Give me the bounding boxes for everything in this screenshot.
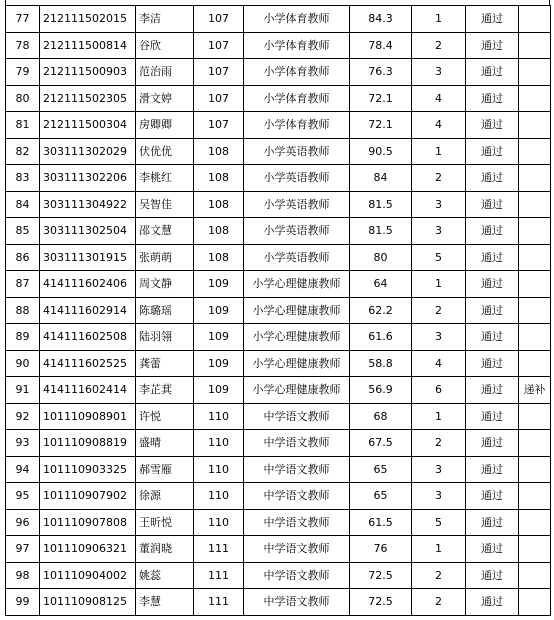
cell-note xyxy=(519,297,551,324)
cell-number: 83 xyxy=(6,165,40,192)
cell-position-code: 109 xyxy=(194,271,244,298)
cell-score: 78.4 xyxy=(350,32,412,59)
cell-exam-id: 101110906321 xyxy=(40,536,136,563)
cell-position-code: 107 xyxy=(194,85,244,112)
cell-note xyxy=(519,85,551,112)
cell-position-code: 107 xyxy=(194,112,244,139)
cell-position: 小学英语教师 xyxy=(244,138,350,165)
cell-position-code: 107 xyxy=(194,59,244,86)
cell-name: 郝雪雁 xyxy=(136,456,194,483)
cell-exam-id: 212111502015 xyxy=(40,6,136,33)
cell-position-code: 111 xyxy=(194,536,244,563)
cell-result: 通过 xyxy=(466,191,519,218)
cell-score: 61.6 xyxy=(350,324,412,351)
cell-position-code: 108 xyxy=(194,244,244,271)
table-row xyxy=(6,112,551,139)
cell-name: 龚蕾 xyxy=(136,350,194,377)
cell-number: 80 xyxy=(6,85,40,112)
results-sheet xyxy=(5,5,551,616)
cell-note xyxy=(519,324,551,351)
cell-rank: 2 xyxy=(412,32,466,59)
cell-note xyxy=(519,138,551,165)
cell-exam-id: 101110908125 xyxy=(40,589,136,616)
cell-name: 李洁 xyxy=(136,6,194,33)
cell-position: 中学语文教师 xyxy=(244,589,350,616)
cell-result: 通过 xyxy=(466,483,519,510)
cell-position: 小学体育教师 xyxy=(244,112,350,139)
cell-result: 通过 xyxy=(466,112,519,139)
cell-position-code: 109 xyxy=(194,377,244,404)
results-table xyxy=(5,5,551,616)
cell-rank: 1 xyxy=(412,6,466,33)
cell-score: 58.8 xyxy=(350,350,412,377)
cell-name: 李慧 xyxy=(136,589,194,616)
cell-name: 吴智佳 xyxy=(136,191,194,218)
cell-rank: 4 xyxy=(412,350,466,377)
cell-result: 通过 xyxy=(466,430,519,457)
cell-note xyxy=(519,191,551,218)
cell-rank: 6 xyxy=(412,377,466,404)
cell-name: 董润晓 xyxy=(136,536,194,563)
cell-exam-id: 212111500304 xyxy=(40,112,136,139)
cell-position: 中学语文教师 xyxy=(244,430,350,457)
cell-note xyxy=(519,59,551,86)
cell-result: 通过 xyxy=(466,536,519,563)
cell-score: 84.3 xyxy=(350,6,412,33)
table-row xyxy=(6,6,551,33)
cell-position: 小学心理健康教师 xyxy=(244,324,350,351)
cell-result: 通过 xyxy=(466,377,519,404)
cell-position: 小学心理健康教师 xyxy=(244,271,350,298)
cell-rank: 1 xyxy=(412,403,466,430)
cell-score: 72.5 xyxy=(350,562,412,589)
cell-note xyxy=(519,244,551,271)
cell-score: 84 xyxy=(350,165,412,192)
cell-position: 中学语文教师 xyxy=(244,536,350,563)
cell-note xyxy=(519,562,551,589)
cell-note xyxy=(519,589,551,616)
cell-result: 通过 xyxy=(466,509,519,536)
cell-exam-id: 101110907902 xyxy=(40,483,136,510)
cell-exam-id: 303111302029 xyxy=(40,138,136,165)
cell-rank: 3 xyxy=(412,483,466,510)
cell-score: 65 xyxy=(350,456,412,483)
table-row xyxy=(6,191,551,218)
cell-name: 盛晴 xyxy=(136,430,194,457)
cell-score: 81.5 xyxy=(350,191,412,218)
cell-rank: 2 xyxy=(412,562,466,589)
cell-exam-id: 101110908819 xyxy=(40,430,136,457)
table-row xyxy=(6,324,551,351)
cell-rank: 3 xyxy=(412,191,466,218)
table-row xyxy=(6,456,551,483)
cell-result: 通过 xyxy=(466,218,519,245)
cell-exam-id: 212111502305 xyxy=(40,85,136,112)
cell-name: 李桃红 xyxy=(136,165,194,192)
cell-exam-id: 101110904002 xyxy=(40,562,136,589)
cell-score: 62.2 xyxy=(350,297,412,324)
cell-position-code: 108 xyxy=(194,218,244,245)
cell-score: 56.9 xyxy=(350,377,412,404)
table-row xyxy=(6,483,551,510)
cell-position-code: 108 xyxy=(194,138,244,165)
cell-rank: 3 xyxy=(412,456,466,483)
cell-number: 78 xyxy=(6,32,40,59)
cell-position: 小学体育教师 xyxy=(244,85,350,112)
cell-position: 小学体育教师 xyxy=(244,6,350,33)
cell-number: 86 xyxy=(6,244,40,271)
cell-rank: 3 xyxy=(412,324,466,351)
cell-note xyxy=(519,271,551,298)
cell-score: 81.5 xyxy=(350,218,412,245)
cell-position-code: 110 xyxy=(194,430,244,457)
cell-number: 93 xyxy=(6,430,40,457)
cell-name: 范治雨 xyxy=(136,59,194,86)
cell-position-code: 109 xyxy=(194,297,244,324)
table-row xyxy=(6,218,551,245)
cell-position-code: 111 xyxy=(194,589,244,616)
cell-note xyxy=(519,6,551,33)
cell-score: 61.5 xyxy=(350,509,412,536)
cell-rank: 1 xyxy=(412,271,466,298)
cell-rank: 2 xyxy=(412,589,466,616)
table-row xyxy=(6,138,551,165)
cell-exam-id: 414111602508 xyxy=(40,324,136,351)
cell-score: 65 xyxy=(350,483,412,510)
cell-number: 84 xyxy=(6,191,40,218)
cell-number: 98 xyxy=(6,562,40,589)
cell-position-code: 110 xyxy=(194,456,244,483)
table-row xyxy=(6,403,551,430)
cell-note: 递补 xyxy=(519,377,551,404)
cell-exam-id: 101110907808 xyxy=(40,509,136,536)
cell-exam-id: 414111602414 xyxy=(40,377,136,404)
cell-name: 王昕悦 xyxy=(136,509,194,536)
cell-rank: 3 xyxy=(412,218,466,245)
cell-position: 中学语文教师 xyxy=(244,483,350,510)
cell-note xyxy=(519,403,551,430)
cell-number: 81 xyxy=(6,112,40,139)
cell-score: 64 xyxy=(350,271,412,298)
cell-position: 中学语文教师 xyxy=(244,562,350,589)
cell-position-code: 111 xyxy=(194,562,244,589)
cell-number: 97 xyxy=(6,536,40,563)
table-row xyxy=(6,59,551,86)
cell-position: 小学心理健康教师 xyxy=(244,297,350,324)
cell-exam-id: 303111304922 xyxy=(40,191,136,218)
cell-rank: 3 xyxy=(412,59,466,86)
cell-result: 通过 xyxy=(466,59,519,86)
table-row xyxy=(6,536,551,563)
cell-name: 陈璐瑶 xyxy=(136,297,194,324)
cell-result: 通过 xyxy=(466,350,519,377)
table-row xyxy=(6,271,551,298)
cell-rank: 4 xyxy=(412,112,466,139)
cell-result: 通过 xyxy=(466,271,519,298)
cell-name: 谷欣 xyxy=(136,32,194,59)
cell-position: 中学语文教师 xyxy=(244,403,350,430)
cell-position-code: 108 xyxy=(194,191,244,218)
cell-number: 90 xyxy=(6,350,40,377)
cell-score: 76.3 xyxy=(350,59,412,86)
cell-exam-id: 101110908901 xyxy=(40,403,136,430)
cell-number: 92 xyxy=(6,403,40,430)
cell-number: 94 xyxy=(6,456,40,483)
cell-number: 85 xyxy=(6,218,40,245)
cell-number: 87 xyxy=(6,271,40,298)
cell-number: 88 xyxy=(6,297,40,324)
cell-result: 通过 xyxy=(466,85,519,112)
cell-position: 小学英语教师 xyxy=(244,244,350,271)
table-row xyxy=(6,85,551,112)
cell-note xyxy=(519,509,551,536)
cell-number: 91 xyxy=(6,377,40,404)
cell-result: 通过 xyxy=(466,165,519,192)
cell-note xyxy=(519,165,551,192)
cell-result: 通过 xyxy=(466,138,519,165)
cell-position-code: 108 xyxy=(194,165,244,192)
cell-result: 通过 xyxy=(466,32,519,59)
table-row xyxy=(6,165,551,192)
cell-exam-id: 303111301915 xyxy=(40,244,136,271)
cell-position-code: 110 xyxy=(194,509,244,536)
cell-note xyxy=(519,430,551,457)
table-row xyxy=(6,350,551,377)
cell-exam-id: 101110903325 xyxy=(40,456,136,483)
table-row xyxy=(6,244,551,271)
cell-exam-id: 303111302206 xyxy=(40,165,136,192)
cell-exam-id: 303111302504 xyxy=(40,218,136,245)
cell-name: 周文静 xyxy=(136,271,194,298)
cell-number: 99 xyxy=(6,589,40,616)
cell-name: 李芷萁 xyxy=(136,377,194,404)
cell-score: 72.5 xyxy=(350,589,412,616)
cell-exam-id: 414111602525 xyxy=(40,350,136,377)
cell-note xyxy=(519,456,551,483)
cell-result: 通过 xyxy=(466,456,519,483)
cell-result: 通过 xyxy=(466,562,519,589)
table-row xyxy=(6,32,551,59)
cell-name: 房卿卿 xyxy=(136,112,194,139)
cell-score: 80 xyxy=(350,244,412,271)
cell-exam-id: 212111500814 xyxy=(40,32,136,59)
cell-rank: 2 xyxy=(412,297,466,324)
cell-note xyxy=(519,483,551,510)
cell-exam-id: 414111602406 xyxy=(40,271,136,298)
cell-number: 82 xyxy=(6,138,40,165)
table-row xyxy=(6,562,551,589)
cell-rank: 2 xyxy=(412,165,466,192)
cell-position-code: 110 xyxy=(194,403,244,430)
table-row xyxy=(6,509,551,536)
cell-number: 96 xyxy=(6,509,40,536)
cell-score: 68 xyxy=(350,403,412,430)
cell-name: 陆羽翎 xyxy=(136,324,194,351)
cell-note xyxy=(519,112,551,139)
table-body xyxy=(6,6,551,616)
cell-result: 通过 xyxy=(466,244,519,271)
cell-name: 徐源 xyxy=(136,483,194,510)
cell-position-code: 107 xyxy=(194,6,244,33)
table-row xyxy=(6,297,551,324)
cell-position: 中学语文教师 xyxy=(244,456,350,483)
cell-number: 95 xyxy=(6,483,40,510)
cell-name: 许悦 xyxy=(136,403,194,430)
cell-result: 通过 xyxy=(466,6,519,33)
table-row xyxy=(6,430,551,457)
cell-result: 通过 xyxy=(466,589,519,616)
cell-name: 张萌萌 xyxy=(136,244,194,271)
cell-note xyxy=(519,218,551,245)
cell-name: 伏优优 xyxy=(136,138,194,165)
cell-rank: 5 xyxy=(412,244,466,271)
cell-score: 90.5 xyxy=(350,138,412,165)
cell-number: 79 xyxy=(6,59,40,86)
cell-position: 小学心理健康教师 xyxy=(244,350,350,377)
cell-rank: 1 xyxy=(412,536,466,563)
table-row xyxy=(6,589,551,616)
cell-position-code: 109 xyxy=(194,350,244,377)
cell-position: 小学体育教师 xyxy=(244,59,350,86)
cell-number: 89 xyxy=(6,324,40,351)
cell-score: 67.5 xyxy=(350,430,412,457)
cell-position: 小学英语教师 xyxy=(244,191,350,218)
cell-position: 小学英语教师 xyxy=(244,165,350,192)
cell-name: 姚蕊 xyxy=(136,562,194,589)
cell-note xyxy=(519,350,551,377)
cell-exam-id: 212111500903 xyxy=(40,59,136,86)
cell-note xyxy=(519,32,551,59)
cell-note xyxy=(519,536,551,563)
cell-score: 72.1 xyxy=(350,85,412,112)
cell-rank: 1 xyxy=(412,138,466,165)
cell-position: 中学语文教师 xyxy=(244,509,350,536)
cell-position: 小学心理健康教师 xyxy=(244,377,350,404)
cell-position-code: 110 xyxy=(194,483,244,510)
cell-result: 通过 xyxy=(466,297,519,324)
cell-position: 小学英语教师 xyxy=(244,218,350,245)
cell-name: 滑文婷 xyxy=(136,85,194,112)
cell-rank: 4 xyxy=(412,85,466,112)
cell-result: 通过 xyxy=(466,403,519,430)
table-row xyxy=(6,377,551,404)
cell-score: 72.1 xyxy=(350,112,412,139)
cell-result: 通过 xyxy=(466,324,519,351)
cell-rank: 2 xyxy=(412,430,466,457)
cell-position: 小学体育教师 xyxy=(244,32,350,59)
cell-position-code: 107 xyxy=(194,32,244,59)
cell-name: 邵文慧 xyxy=(136,218,194,245)
cell-exam-id: 414111602914 xyxy=(40,297,136,324)
cell-rank: 5 xyxy=(412,509,466,536)
cell-position-code: 109 xyxy=(194,324,244,351)
cell-number: 77 xyxy=(6,6,40,33)
cell-score: 76 xyxy=(350,536,412,563)
